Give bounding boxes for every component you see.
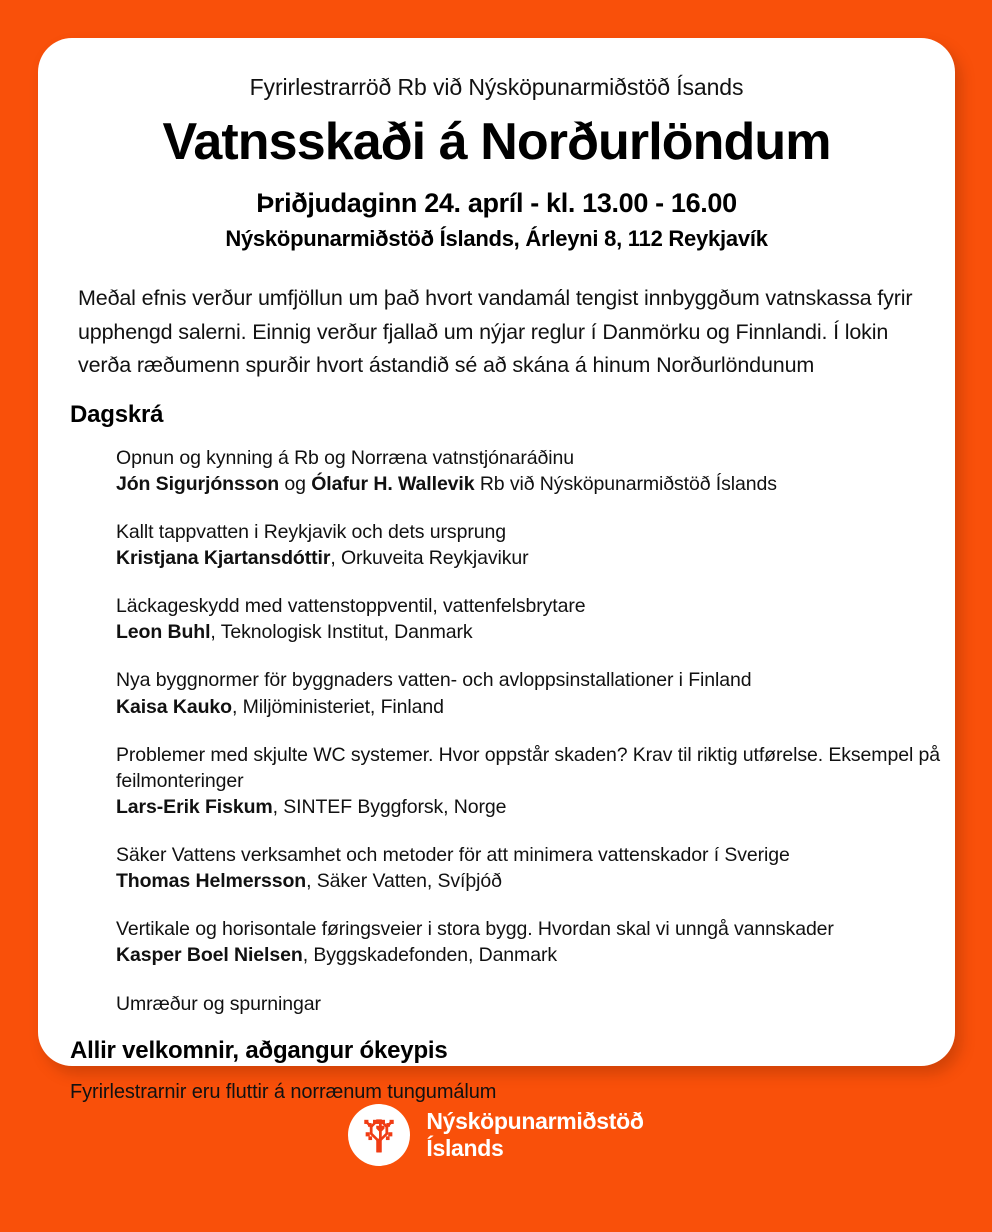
program-item-speaker [116, 794, 955, 820]
program-item-topic: Nya byggnormer för byggnaders vatten- och avloppsinstallationer i Finland [116, 669, 752, 692]
event-venue: Nýsköpunarmiðstöð Íslands, Árleyni 8, 112 Reykjavík [225, 226, 768, 252]
speaker-affiliation: , Säker Vatten, Svíþjóð [306, 870, 502, 893]
program-item [116, 593, 955, 645]
speaker-name: Kasper Boel Nielsen [116, 944, 303, 967]
speaker-affiliation: Rb við Nýsköpunarmiðstöð Íslands [474, 472, 777, 495]
speaker-name-secondary: Ólafur H. Wallevik [311, 472, 475, 495]
program-item-topic: Läckageskydd med vattenstoppventil, vattenfelsbrytare [116, 595, 586, 618]
logo-line-2: Íslands [426, 1135, 504, 1161]
closing-welcome: Allir velkomnir, aðgangur ókeypis [70, 1036, 448, 1064]
event-datetime: Þriðjudaginn 24. apríl - kl. 13.00 - 16.00 [256, 188, 737, 219]
program-item [116, 445, 955, 497]
program-list [38, 445, 955, 1017]
logo-wordmark [426, 1108, 643, 1162]
speaker-name: Jón Sigurjónsson [116, 472, 280, 495]
speaker-name: Lars-Erik Fiskum [116, 795, 273, 818]
program-item [116, 991, 955, 1017]
program-item-topic: Vertikale og horisontale føringsveier i stora bygg. Hvordan skal vi unngå vannskader [116, 918, 834, 941]
poster-kicker: Fyrirlestrarröð Rb við Nýsköpunarmiðstöð Ísands [249, 74, 744, 100]
program-item [116, 842, 955, 894]
speaker-name: Kaisa Kauko [116, 695, 232, 718]
program-item-topic: Problemer med skjulte WC systemer. Hvor oppstår skaden? Krav til riktig utførelse. Eksempel på feilmonteringer [116, 743, 940, 792]
intro-paragraph: Meðal efnis verður umfjöllun um það hvort vandamál tengist innbyggðum vatnskassa fyrir upphengd salerni. Einnig verður fjallað um nýjar reglur í Danmörku og Finnlandi. Í lokin verða ræðumenn spurðir hvort ástandið sé að skána á hinum Norðurlöndunum [78, 286, 913, 378]
program-item-speaker [116, 545, 955, 571]
speaker-affiliation: , Byggskadefonden, Danmark [302, 944, 557, 967]
speaker-name: Leon Buhl [116, 621, 211, 644]
program-item-speaker [116, 942, 955, 968]
speaker-join: og [279, 472, 312, 495]
program-item-speaker [116, 694, 955, 720]
program-item-speaker [116, 868, 955, 894]
speaker-name: Thomas Helmersson [116, 870, 307, 893]
logo-line-1: Nýsköpunarmiðstöð [426, 1107, 644, 1134]
program-item-speaker [116, 471, 955, 497]
speaker-affiliation: , Miljöministeriet, Finland [231, 695, 444, 718]
tree-logo-icon [348, 1104, 410, 1166]
program-item [116, 519, 955, 571]
program-item-topic: Säker Vattens verksamhet och metoder för att minimera vattenskador í Sverige [116, 844, 790, 867]
page-title: Vatnsskaði á Norðurlöndum [162, 113, 831, 171]
program-item-topic: Umræður og spurningar [116, 992, 321, 1015]
program-item-topic: Opnun og kynning á Rb og Norræna vatnstjónaráðinu [116, 446, 574, 469]
program-item [116, 916, 955, 968]
program-item-speaker [116, 619, 955, 645]
speaker-name: Kristjana Kjartansdóttir [116, 547, 331, 570]
footer-logo [0, 1104, 992, 1166]
program-item [116, 742, 955, 820]
speaker-affiliation: , SINTEF Byggforsk, Norge [272, 795, 507, 818]
program-item-topic: Kallt tappvatten i Reykjavik och dets ursprung [116, 520, 506, 543]
poster-card [38, 38, 955, 1103]
speaker-affiliation: , Teknologisk Institut, Danmark [210, 621, 473, 644]
program-heading: Dagskrá [70, 400, 164, 428]
speaker-affiliation: , Orkuveita Reykjavikur [330, 547, 529, 570]
program-item [116, 667, 955, 719]
closing-languages-note: Fyrirlestrarnir eru fluttir á norrænum tungumálum [70, 1080, 497, 1103]
